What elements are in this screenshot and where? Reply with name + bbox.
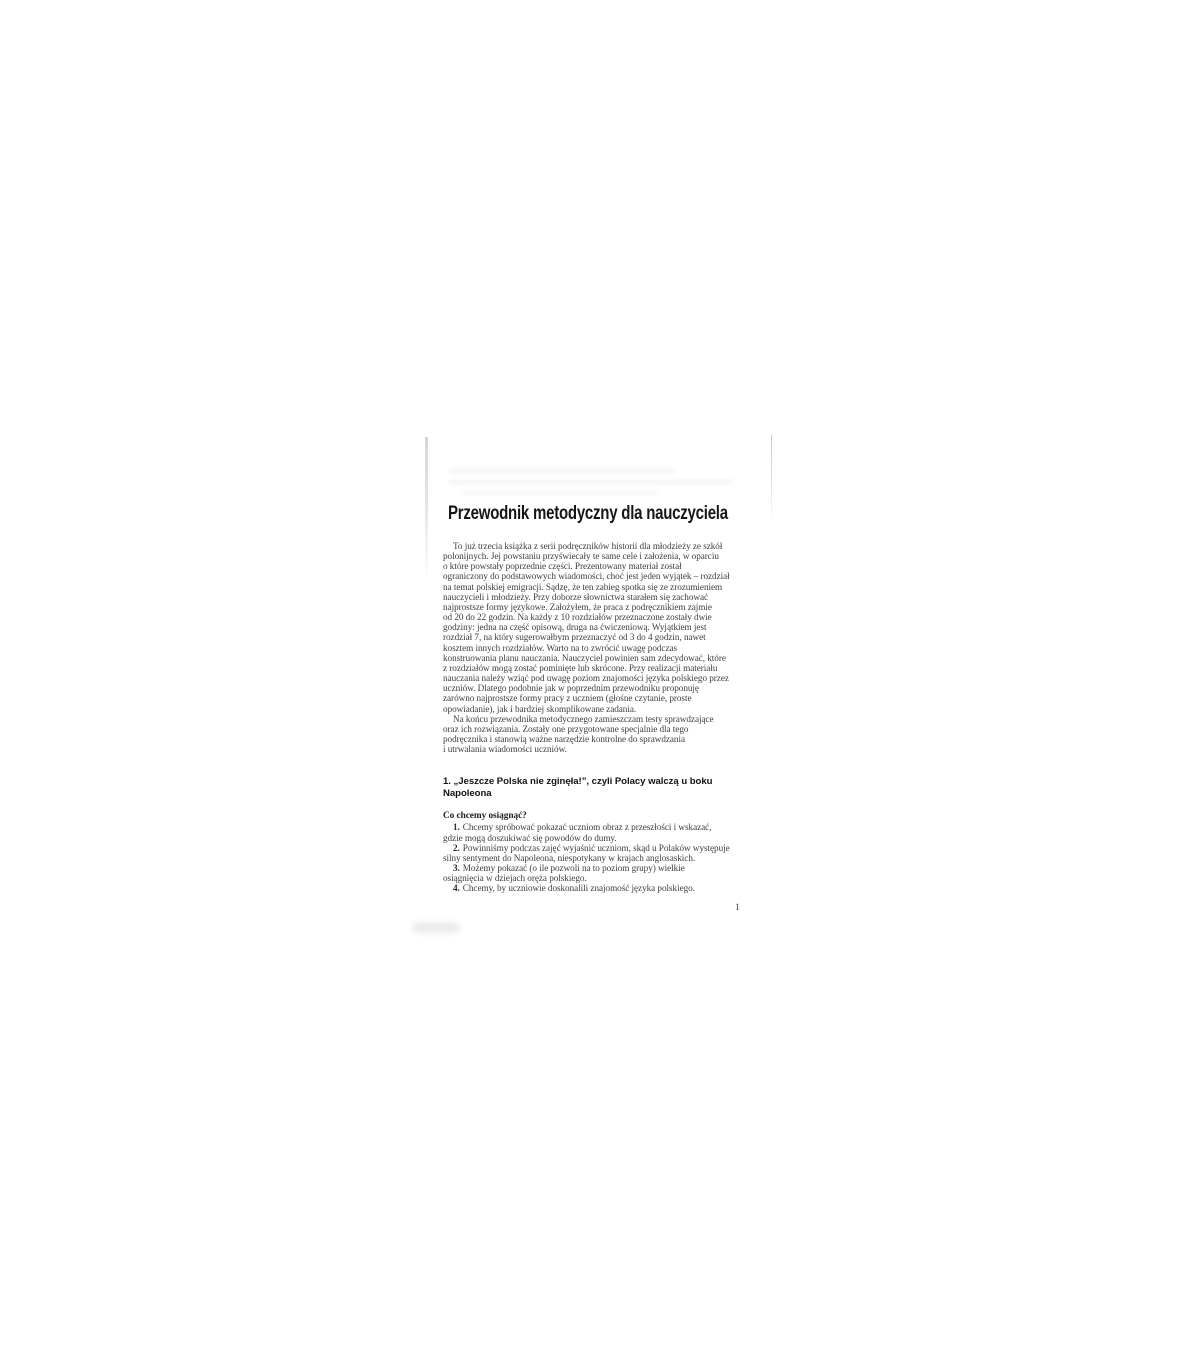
subsection-heading: Co chcemy osiągnąć?: [443, 811, 527, 822]
list-item-text: Możemy pokazać (o ile pozwoli na to poziom grupy) wielkie osiągnięcia w dziejach oręża polskiego.: [443, 863, 685, 884]
list-item: [443, 863, 759, 883]
intro-paragraph-1: To już trzecia książka z serii podręczników historii dla młodzieży ze szkół polonijnych. Jej powstaniu przyświecały te same cele i założenia, w oparciu o które powstały poprzednie części. Prezentowany materiał został ograniczony do podstawowych wiadomości, choć jest jeden wyjątek – rozdział na temat polskiej emigracji. Sądzę, że ten zabieg spotka się ze zrozumieniem nauczycieli i młodzieży. Przy doborze słownictwa starałem się zachować najprostsze formy językowe. Założyłem, że praca z podręcznikiem zajmie od 20 do 22 godzin. Na każdy z 10 rozdziałów przeznaczone zostały dwie godziny: jedna na część opisową, druga na ćwiczeniową. Wyjątkiem jest rozdział 7, na który sugerowałbym przeznaczyć od 3 do 4 godzin, nawet kosztem innych rozdziałów. Warto na to zwrócić uwagę podczas konstruowania planu nauczania. Nauczyciel powinien sam zdecydować, które z rozdziałów mogą zostać pominięte lub skrócone. Przy realizacji materiału nauczania należy wziąć pod uwagę poziom znajomości języka polskiego przez uczniów. Dlatego podobnie jak w poprzednim przewodniku proponuję zarówno najprostsze formy pracy z uczniem (głośne czytanie, proste opowiadanie), jak i bardziej skomplikowane zadania.: [443, 541, 730, 714]
objectives-list: [443, 822, 759, 893]
list-item-number: 4.: [453, 883, 460, 894]
intro-paragraph-2: Na końcu przewodnika metodycznego zamieszczam testy sprawdzające oraz ich rozwiązania. Zostały one przygotowane specjalnie dla tego podręcznika i stanowią ważne narzędzie kontrolne do sprawdzania i utrwalania wiadomości uczniów.: [443, 713, 714, 755]
list-item-number: 3.: [453, 863, 460, 874]
list-item: [443, 843, 759, 863]
page-body: [443, 541, 759, 894]
scan-edge-right-artifact: [771, 435, 773, 523]
list-item-number: 2.: [453, 842, 460, 853]
page-title: Przewodnik metodyczny dla nauczyciela: [448, 503, 728, 524]
list-item: [443, 883, 759, 893]
scanned-page: [425, 435, 772, 937]
list-item-text: Chcemy spróbować pokazać uczniom obraz z przeszłości i wskazać, gdzie mogą doszukiwać się powodów do dumy.: [443, 822, 712, 843]
bleed-through-artifact: [461, 490, 657, 495]
bleed-through-artifact: [449, 479, 733, 485]
page-number: 1: [735, 903, 740, 913]
bleed-through-artifact: [449, 468, 675, 474]
scan-edge-left-artifact: [425, 437, 428, 582]
list-item-number: 1.: [453, 822, 460, 833]
scan-smudge-artifact: [413, 922, 459, 933]
list-item-text: Powinniśmy podczas zajęć wyjaśnić uczniom, skąd u Polaków występuje silny sentyment do Napoleona, niespotykany w krajach anglosaskich.: [443, 842, 730, 863]
list-item-text: Chcemy, by uczniowie doskonalili znajomość języka polskiego.: [462, 883, 695, 894]
list-item: [443, 822, 759, 842]
section-heading: 1. „Jeszcze Polska nie zginęła!”, czyli Polacy walczą u boku Napoleona: [443, 776, 713, 799]
